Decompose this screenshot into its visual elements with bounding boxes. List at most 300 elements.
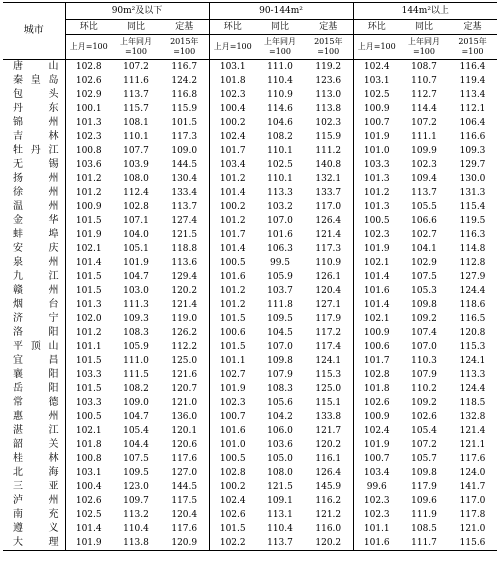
value-cell: 108.7 (411, 62, 437, 72)
value-cell: 106.0 (267, 426, 293, 436)
value-cell: 101.9 (353, 438, 400, 452)
city-name-cell: 常德 (3, 396, 65, 410)
value-cell: 112.8 (459, 258, 486, 268)
value-cell: 102.9 (65, 88, 112, 102)
value-cell: 113.7 (411, 188, 437, 198)
value-cell: 117.2 (315, 328, 342, 338)
value-cell: 121.4 (459, 426, 486, 436)
value-cell: 110.1 (267, 146, 293, 156)
value-cell: 101.9 (123, 258, 149, 268)
value-cell: 101.8 (353, 382, 400, 396)
value-cell: 117.3 (315, 244, 342, 254)
value-cell: 102.3 (65, 130, 112, 144)
value-cell: 103.4 (209, 158, 256, 172)
value-cell: 107.5 (411, 272, 437, 282)
value-cell: 120.2 (304, 536, 353, 551)
city-name-cell: 无锡 (3, 158, 65, 172)
city-name-cell: 襄阳 (3, 368, 65, 382)
value-cell: 101.3 (65, 116, 112, 130)
value-cell: 102.0 (65, 312, 112, 326)
table-row (3, 494, 497, 508)
table-row (3, 340, 497, 354)
value-cell: 121.5 (171, 230, 198, 240)
city-name-cell: 平顶山 (3, 340, 65, 354)
city-column-header: 城市 (3, 3, 65, 60)
value-cell: 110.3 (411, 356, 437, 366)
value-cell: 107.2 (411, 440, 437, 450)
value-cell: 110.1 (267, 174, 293, 184)
value-cell: 109.0 (123, 398, 149, 408)
value-cell: 101.2 (209, 214, 256, 228)
value-cell: 101.6 (267, 230, 293, 240)
subheader-base: 定基 (448, 20, 497, 35)
value-cell: 133.4 (171, 188, 198, 198)
value-cell: 121.7 (315, 426, 342, 436)
base-note-base: 2015年=100 (160, 35, 209, 60)
value-cell: 101.4 (353, 270, 400, 284)
value-cell: 105.9 (123, 342, 149, 352)
value-cell: 101.7 (209, 144, 256, 158)
value-cell: 106.6 (411, 216, 437, 226)
value-cell: 102.3 (353, 228, 400, 242)
city-name-cell: 济宁 (3, 312, 65, 326)
value-cell: 101.1 (209, 354, 256, 368)
value-cell: 108.1 (123, 118, 149, 128)
value-cell: 111.1 (411, 132, 437, 142)
value-cell: 123.6 (315, 76, 342, 86)
value-cell: 111.0 (267, 62, 293, 72)
value-cell: 104.7 (123, 272, 149, 282)
value-cell: 102.1 (353, 256, 400, 270)
value-cell: 124.4 (459, 286, 486, 296)
value-cell: 102.7 (209, 368, 256, 382)
value-cell: 102.3 (411, 160, 437, 170)
city-name-cell: 大理 (3, 536, 65, 551)
value-cell: 100.9 (353, 326, 400, 340)
value-cell: 101.5 (65, 270, 112, 284)
value-cell: 113.1 (267, 510, 293, 520)
city-name-cell: 赣州 (3, 284, 65, 298)
value-cell: 113.7 (123, 90, 149, 100)
value-cell: 103.1 (65, 466, 112, 480)
value-cell: 101.0 (353, 144, 400, 158)
value-cell: 102.6 (209, 508, 256, 522)
table-row (3, 158, 497, 172)
value-cell: 101.5 (65, 354, 112, 368)
value-cell: 101.9 (65, 228, 112, 242)
value-cell: 99.6 (353, 480, 400, 494)
city-name-cell: 泉州 (3, 256, 65, 270)
value-cell: 118.5 (459, 398, 486, 408)
value-cell: 101.5 (209, 312, 256, 326)
value-cell: 120.6 (171, 440, 198, 450)
city-name-cell: 烟台 (3, 298, 65, 312)
city-name-cell: 安庆 (3, 242, 65, 256)
value-cell: 107.1 (123, 216, 149, 226)
table-row (3, 354, 497, 368)
subheader-yoy: 同比 (256, 20, 304, 35)
value-cell: 121.4 (171, 300, 198, 310)
table-row (3, 214, 497, 228)
value-cell: 115.9 (315, 132, 342, 142)
value-cell: 100.2 (209, 480, 256, 494)
value-cell: 105.4 (123, 426, 149, 436)
value-cell: 104.5 (267, 328, 293, 338)
value-cell: 124.1 (459, 356, 486, 366)
value-cell: 117.9 (411, 482, 437, 492)
value-cell: 109.8 (411, 468, 437, 478)
value-cell: 102.1 (353, 312, 400, 326)
table-row (3, 60, 497, 75)
table-row (3, 536, 497, 551)
group-header-medium: 90-144m² (209, 3, 353, 20)
value-cell: 104.0 (123, 230, 149, 240)
table-row (3, 368, 497, 382)
city-name-cell: 扬州 (3, 172, 65, 186)
value-cell: 102.3 (209, 396, 256, 410)
value-cell: 106.3 (267, 244, 293, 254)
value-cell: 110.4 (267, 524, 293, 534)
value-cell: 119.0 (171, 314, 198, 324)
value-cell: 102.3 (353, 508, 400, 522)
value-cell: 101.0 (209, 438, 256, 452)
value-cell: 121.6 (171, 370, 198, 380)
subheader-mom: 环比 (65, 20, 112, 35)
value-cell: 121.0 (459, 524, 486, 534)
value-cell: 101.2 (209, 298, 256, 312)
value-cell: 100.1 (65, 102, 112, 116)
value-cell: 100.4 (65, 480, 112, 494)
city-name-cell: 韶关 (3, 438, 65, 452)
value-cell: 115.7 (123, 104, 149, 114)
value-cell: 102.9 (411, 258, 437, 268)
value-cell: 129.4 (171, 272, 198, 282)
value-cell: 101.9 (353, 242, 400, 256)
value-cell: 111.9 (411, 510, 437, 520)
value-cell: 109.8 (411, 300, 437, 310)
value-cell: 116.4 (459, 62, 486, 72)
base-note-mom: 上月=100 (353, 35, 400, 60)
table-row (3, 480, 497, 494)
value-cell: 107.2 (123, 62, 149, 72)
value-cell: 100.5 (209, 452, 256, 466)
table-row (3, 298, 497, 312)
value-cell: 126.4 (315, 468, 342, 478)
header-row-base (3, 35, 497, 60)
value-cell: 104.6 (267, 118, 293, 128)
value-cell: 103.3 (353, 158, 400, 172)
table-row (3, 172, 497, 186)
table-row (3, 326, 497, 340)
value-cell: 109.5 (267, 314, 293, 324)
value-cell: 112.4 (123, 188, 149, 198)
value-cell: 105.1 (123, 244, 149, 254)
value-cell: 108.3 (267, 384, 293, 394)
value-cell: 118.8 (171, 244, 198, 254)
value-cell: 113.3 (267, 188, 293, 198)
table-row (3, 438, 497, 452)
value-cell: 124.1 (315, 356, 342, 366)
value-cell: 144.5 (171, 160, 198, 170)
value-cell: 130.0 (459, 174, 486, 184)
table-row (3, 116, 497, 130)
value-cell: 113.6 (171, 258, 198, 268)
value-cell: 126.2 (171, 328, 198, 338)
value-cell: 105.3 (411, 286, 437, 296)
value-cell: 115.3 (459, 342, 486, 352)
value-cell: 117.8 (459, 510, 486, 520)
value-cell: 103.1 (353, 74, 400, 88)
value-cell: 123.0 (123, 482, 149, 492)
city-name-cell: 金华 (3, 214, 65, 228)
value-cell: 109.3 (123, 314, 149, 324)
value-cell: 105.0 (267, 454, 293, 464)
value-cell: 110.4 (267, 76, 293, 86)
value-cell: 115.1 (315, 398, 342, 408)
value-cell: 112.1 (459, 104, 486, 114)
value-cell: 124.0 (459, 468, 486, 478)
value-cell: 121.0 (171, 398, 198, 408)
value-cell: 108.0 (123, 174, 149, 184)
city-name-cell: 唐山 (3, 60, 65, 75)
value-cell: 120.2 (315, 440, 342, 450)
group-header-small: 90m²及以下 (65, 3, 209, 20)
value-cell: 100.5 (353, 214, 400, 228)
value-cell: 101.4 (209, 242, 256, 256)
base-note-yoy: 上年同月=100 (256, 35, 304, 60)
value-cell: 101.5 (65, 214, 112, 228)
value-cell: 107.0 (267, 342, 293, 352)
table-row (3, 382, 497, 396)
value-cell: 121.1 (459, 440, 486, 450)
city-name-cell: 九江 (3, 270, 65, 284)
value-cell: 118.6 (459, 300, 486, 310)
value-cell: 101.8 (209, 74, 256, 88)
value-cell: 101.5 (65, 382, 112, 396)
value-cell: 107.5 (123, 454, 149, 464)
value-cell: 104.2 (267, 412, 293, 422)
value-cell: 113.2 (123, 510, 149, 520)
value-cell: 101.7 (353, 354, 400, 368)
table-row (3, 396, 497, 410)
value-cell: 103.6 (267, 440, 293, 450)
value-cell: 105.5 (411, 202, 437, 212)
value-cell: 111.7 (400, 536, 448, 551)
table-row (3, 424, 497, 438)
value-cell: 114.8 (459, 244, 486, 254)
value-cell: 100.4 (209, 102, 256, 116)
value-cell: 100.2 (209, 116, 256, 130)
value-cell: 113.3 (459, 370, 486, 380)
value-cell: 101.1 (353, 522, 400, 536)
table-row (3, 508, 497, 522)
price-index-table (3, 2, 497, 551)
value-cell: 111.8 (267, 300, 293, 310)
value-cell: 109.3 (459, 146, 486, 156)
value-cell: 116.3 (459, 230, 486, 240)
city-name-cell: 南充 (3, 508, 65, 522)
table-row (3, 88, 497, 102)
value-cell: 102.3 (209, 88, 256, 102)
value-cell: 120.1 (171, 426, 198, 436)
value-cell: 109.2 (411, 314, 437, 324)
value-cell: 100.7 (353, 452, 400, 466)
value-cell: 100.6 (353, 340, 400, 354)
value-cell: 112.2 (171, 342, 198, 352)
value-cell: 100.9 (65, 200, 112, 214)
value-cell: 102.4 (353, 424, 400, 438)
value-cell: 141.7 (459, 482, 486, 492)
city-name-cell: 洛阳 (3, 326, 65, 340)
value-cell: 109.1 (267, 496, 293, 506)
value-cell: 115.3 (315, 370, 342, 380)
value-cell: 133.7 (315, 188, 342, 198)
city-name-cell: 丹东 (3, 102, 65, 116)
value-cell: 101.3 (353, 172, 400, 186)
value-cell: 101.9 (209, 382, 256, 396)
value-cell: 103.3 (65, 368, 112, 382)
value-cell: 107.9 (267, 370, 293, 380)
value-cell: 107.2 (411, 118, 437, 128)
value-cell: 121.4 (315, 230, 342, 240)
value-cell: 126.1 (315, 272, 342, 282)
value-cell: 115.4 (459, 202, 486, 212)
value-cell: 102.8 (65, 60, 112, 75)
table-row (3, 144, 497, 158)
base-note-base: 2015年=100 (448, 35, 497, 60)
value-cell: 117.6 (171, 524, 198, 534)
value-cell: 130.4 (171, 174, 198, 184)
value-cell: 111.5 (123, 370, 149, 380)
base-note-mom: 上月=100 (209, 35, 256, 60)
value-cell: 107.4 (411, 328, 437, 338)
value-cell: 108.2 (123, 384, 149, 394)
value-cell: 108.2 (267, 132, 293, 142)
value-cell: 102.5 (65, 508, 112, 522)
value-cell: 110.1 (123, 132, 149, 142)
value-cell: 115.9 (171, 104, 198, 114)
value-cell: 105.7 (411, 454, 437, 464)
value-cell: 120.9 (160, 536, 209, 551)
value-cell: 116.1 (315, 454, 342, 464)
value-cell: 102.6 (411, 412, 437, 422)
value-cell: 100.7 (353, 116, 400, 130)
value-cell: 101.5 (65, 284, 112, 298)
value-cell: 133.8 (315, 412, 342, 422)
subheader-base: 定基 (304, 20, 353, 35)
value-cell: 107.0 (267, 216, 293, 226)
value-cell: 111.6 (123, 76, 149, 86)
value-cell: 100.5 (65, 410, 112, 424)
value-cell: 103.4 (353, 466, 400, 480)
value-cell: 100.9 (353, 410, 400, 424)
table-row (3, 200, 497, 214)
table-row (3, 242, 497, 256)
value-cell: 104.1 (411, 244, 437, 254)
table-row (3, 410, 497, 424)
value-cell: 101.9 (353, 130, 400, 144)
value-cell: 100.2 (209, 200, 256, 214)
value-cell: 101.2 (65, 172, 112, 186)
value-cell: 102.8 (209, 466, 256, 480)
value-cell: 103.0 (123, 286, 149, 296)
value-cell: 117.0 (315, 202, 342, 212)
value-cell: 109.8 (267, 356, 293, 366)
value-cell: 101.7 (209, 228, 256, 242)
value-cell: 114.4 (411, 104, 437, 114)
subheader-yoy: 同比 (400, 20, 448, 35)
value-cell: 107.0 (411, 342, 437, 352)
value-cell: 116.5 (459, 314, 486, 324)
value-cell: 103.9 (123, 160, 149, 170)
value-cell: 111.3 (123, 300, 149, 310)
value-cell: 102.8 (353, 368, 400, 382)
value-cell: 127.4 (171, 216, 198, 226)
value-cell: 109.7 (123, 496, 149, 506)
value-cell: 101.3 (353, 200, 400, 214)
value-cell: 104.7 (123, 412, 149, 422)
value-cell: 114.6 (267, 104, 293, 114)
value-cell: 103.2 (267, 202, 293, 212)
value-cell: 107.9 (411, 370, 437, 380)
city-name-cell: 泸州 (3, 494, 65, 508)
table-row (3, 228, 497, 242)
city-name-cell: 蚌埠 (3, 228, 65, 242)
base-note-mom: 上月=100 (65, 35, 112, 60)
city-name-cell: 惠州 (3, 410, 65, 424)
value-cell: 103.1 (209, 60, 256, 75)
value-cell: 101.5 (171, 118, 198, 128)
value-cell: 125.0 (171, 356, 198, 366)
value-cell: 100.6 (209, 326, 256, 340)
value-cell: 116.8 (171, 90, 198, 100)
group-header-large: 144m²以上 (353, 3, 497, 20)
value-cell: 101.6 (209, 270, 256, 284)
value-cell: 101.5 (209, 522, 256, 536)
header-row-groups (3, 3, 497, 20)
value-cell: 103.3 (65, 396, 112, 410)
base-note-yoy: 上年同月=100 (112, 35, 160, 60)
value-cell: 120.7 (171, 384, 198, 394)
value-cell: 101.2 (65, 186, 112, 200)
value-cell: 127.1 (315, 300, 342, 310)
table-row (3, 522, 497, 536)
value-cell: 116.2 (315, 496, 342, 506)
city-name-cell: 北海 (3, 466, 65, 480)
table-row (3, 466, 497, 480)
value-cell: 113.8 (112, 536, 160, 551)
value-cell: 116.6 (459, 132, 486, 142)
value-cell: 101.2 (353, 186, 400, 200)
value-cell: 117.6 (171, 454, 198, 464)
value-cell: 110.2 (411, 384, 437, 394)
value-cell: 125.0 (315, 384, 342, 394)
value-cell: 116.0 (315, 524, 342, 534)
value-cell: 120.8 (459, 328, 486, 338)
subheader-mom: 环比 (209, 20, 256, 35)
value-cell: 102.4 (353, 60, 400, 75)
value-cell: 129.7 (459, 160, 486, 170)
value-cell: 121.5 (267, 482, 293, 492)
city-name-cell: 包头 (3, 88, 65, 102)
value-cell: 113.7 (256, 536, 304, 551)
value-cell: 101.4 (65, 256, 112, 270)
value-cell: 103.7 (267, 286, 293, 296)
value-cell: 99.5 (269, 258, 291, 268)
table-body (3, 60, 497, 551)
value-cell: 109.0 (171, 146, 198, 156)
value-cell: 119.5 (459, 216, 486, 226)
